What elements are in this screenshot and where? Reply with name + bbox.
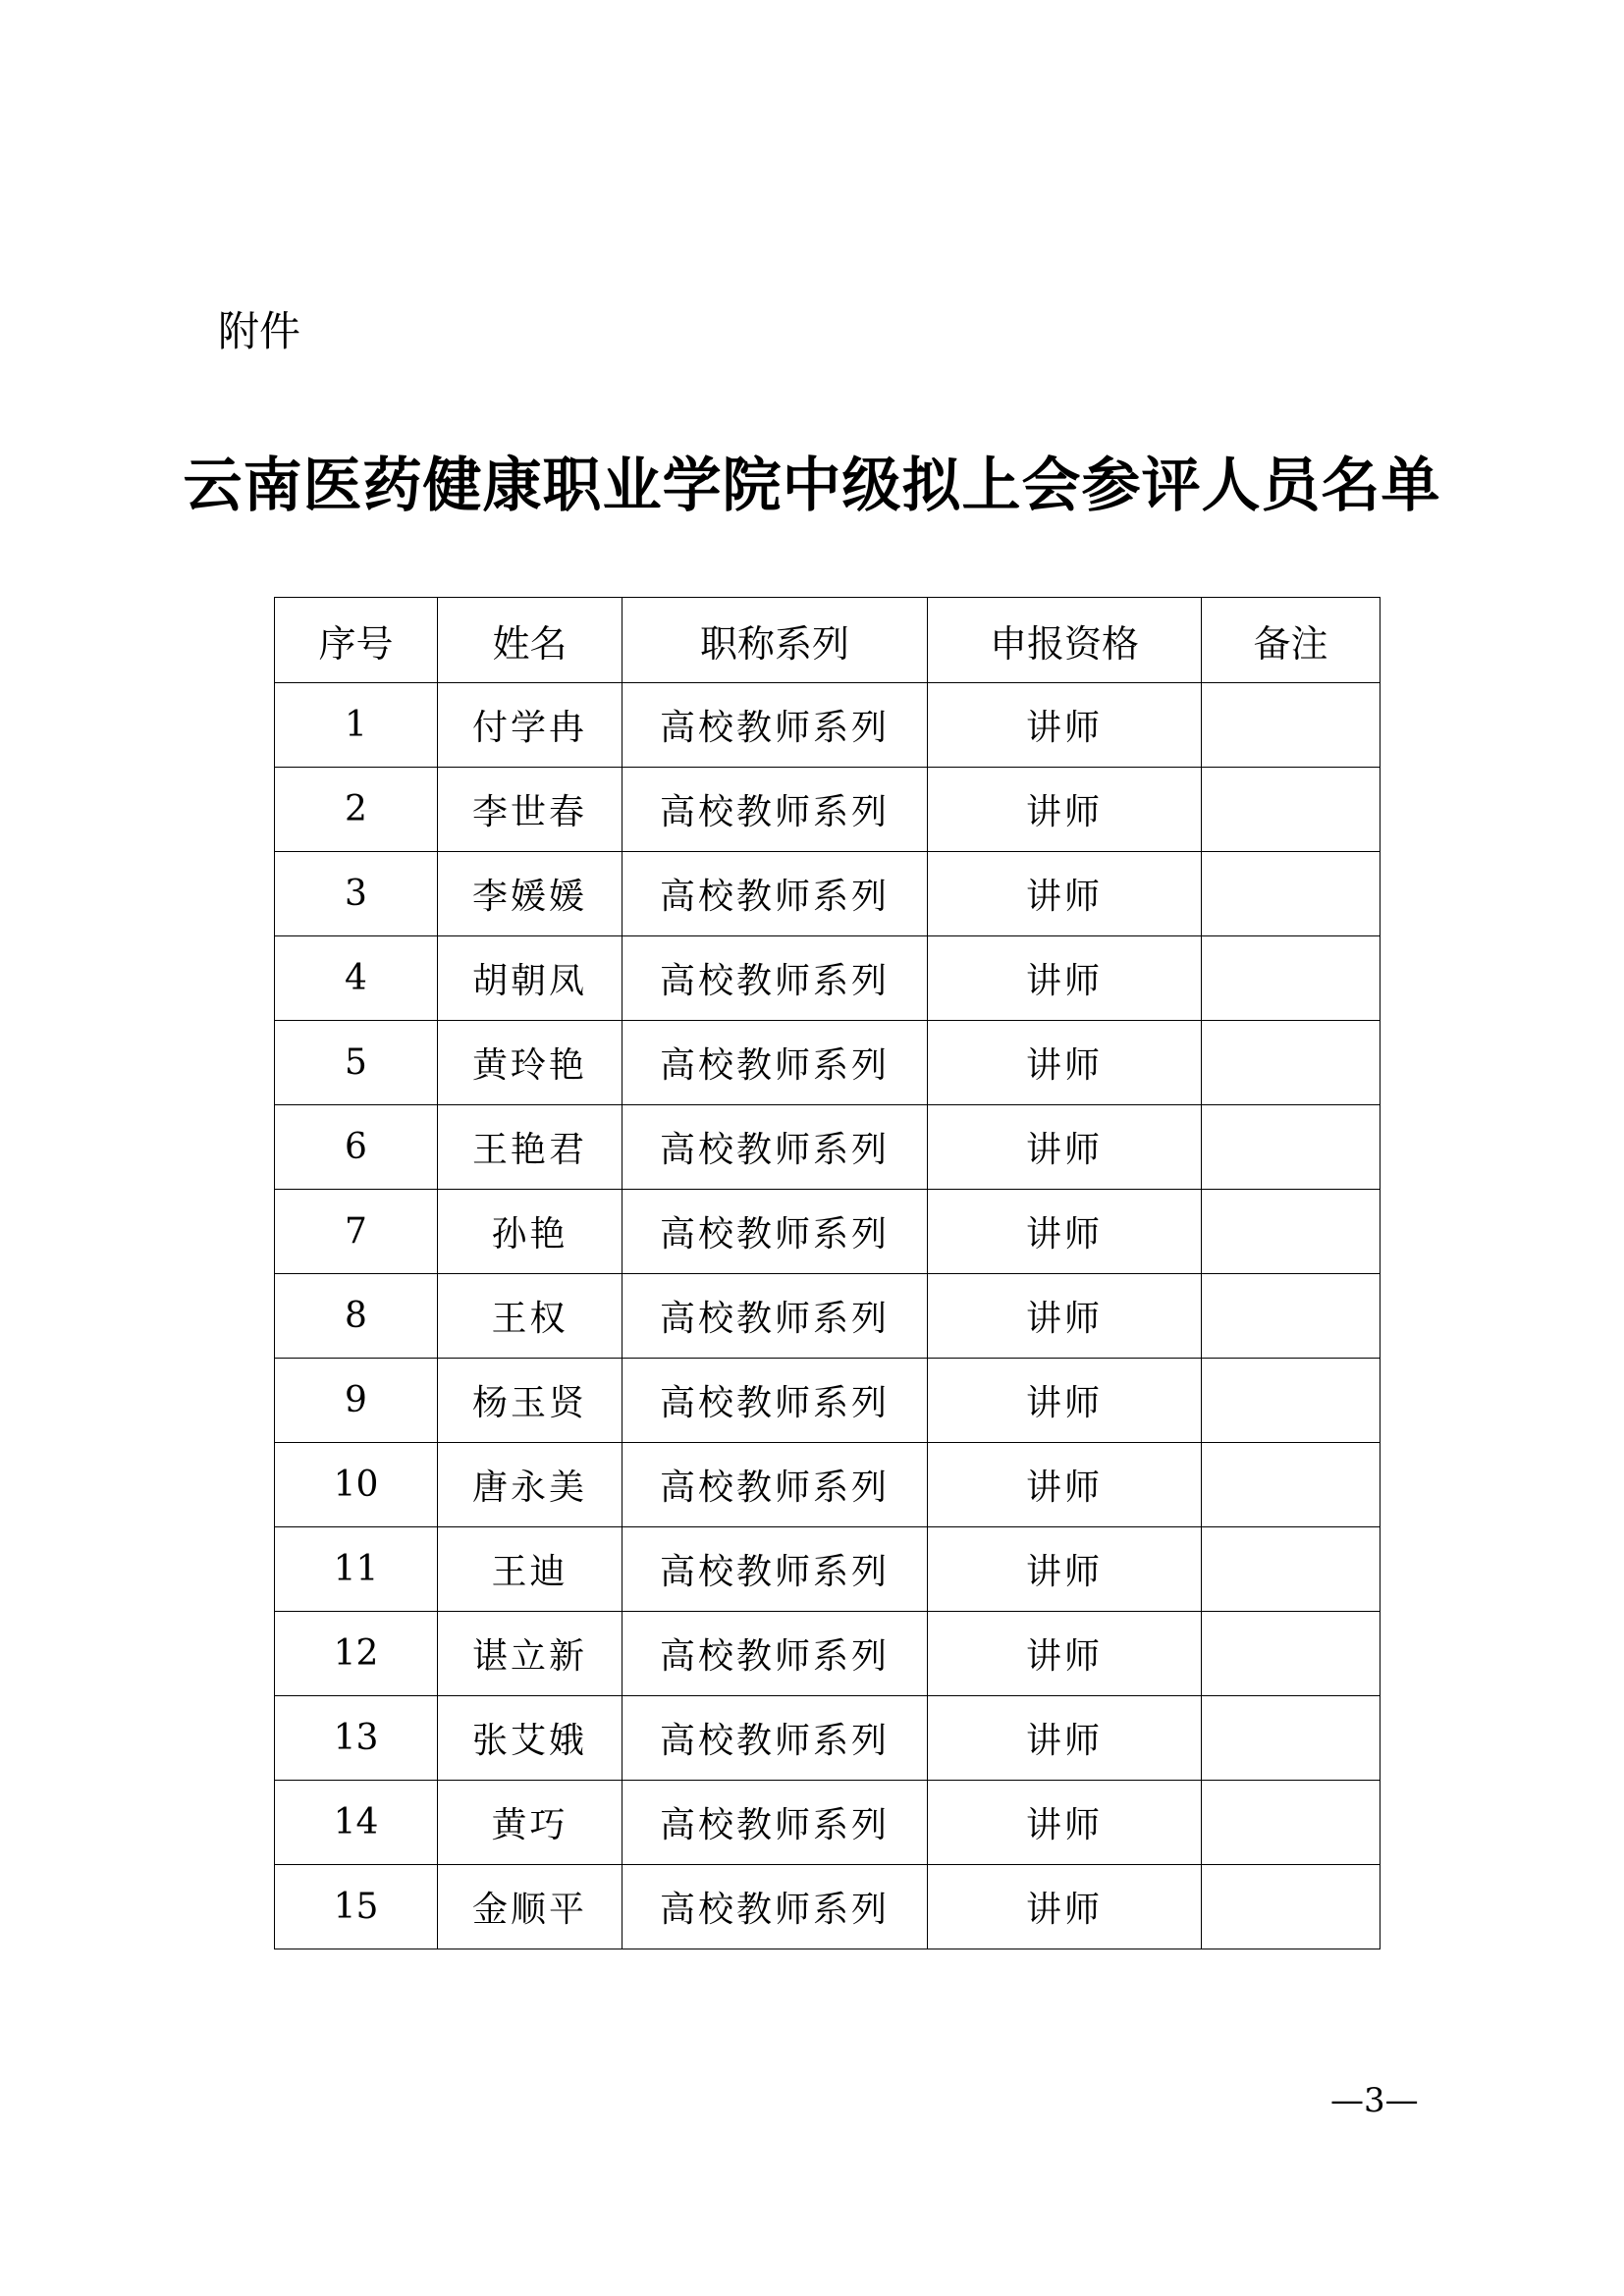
table-row — [275, 1190, 1380, 1274]
cell-remark — [1202, 1781, 1380, 1865]
cell-qualification: 讲师 — [928, 1359, 1202, 1443]
cell-title-series: 高校教师系列 — [623, 1021, 928, 1105]
cell-name: 黄巧 — [438, 1781, 623, 1865]
header-remark: 备注 — [1202, 598, 1380, 683]
table-row — [275, 1021, 1380, 1105]
cell-name: 王艳君 — [438, 1105, 623, 1190]
cell-remark — [1202, 1865, 1380, 1949]
table-row — [275, 1781, 1380, 1865]
table-row — [275, 1612, 1380, 1696]
cell-remark — [1202, 1612, 1380, 1696]
table-row — [275, 1527, 1380, 1612]
header-title-series: 职称系列 — [623, 598, 928, 683]
cell-name: 谌立新 — [438, 1612, 623, 1696]
cell-remark — [1202, 1190, 1380, 1274]
cell-qualification: 讲师 — [928, 1781, 1202, 1865]
cell-title-series: 高校教师系列 — [623, 768, 928, 852]
cell-serial-number: 4 — [275, 936, 438, 1021]
candidate-table — [274, 597, 1380, 1949]
cell-serial-number: 8 — [275, 1274, 438, 1359]
cell-remark — [1202, 1274, 1380, 1359]
cell-name: 王权 — [438, 1274, 623, 1359]
table-row — [275, 1274, 1380, 1359]
table-row — [275, 1105, 1380, 1190]
table-row — [275, 768, 1380, 852]
cell-serial-number: 9 — [275, 1359, 438, 1443]
cell-name: 唐永美 — [438, 1443, 623, 1527]
cell-serial-number: 1 — [275, 683, 438, 768]
cell-title-series: 高校教师系列 — [623, 936, 928, 1021]
cell-name: 付学冉 — [438, 683, 623, 768]
page-number: —3— — [1330, 2081, 1419, 2120]
cell-name: 黄玲艳 — [438, 1021, 623, 1105]
table-header-row — [275, 598, 1380, 683]
cell-serial-number: 15 — [275, 1865, 438, 1949]
cell-remark — [1202, 852, 1380, 936]
cell-qualification: 讲师 — [928, 1105, 1202, 1190]
cell-remark — [1202, 683, 1380, 768]
cell-remark — [1202, 1527, 1380, 1612]
cell-title-series: 高校教师系列 — [623, 1612, 928, 1696]
cell-remark — [1202, 1021, 1380, 1105]
cell-remark — [1202, 936, 1380, 1021]
cell-remark — [1202, 1696, 1380, 1781]
cell-name: 李世春 — [438, 768, 623, 852]
cell-qualification: 讲师 — [928, 1443, 1202, 1527]
cell-title-series: 高校教师系列 — [623, 1105, 928, 1190]
cell-title-series: 高校教师系列 — [623, 1443, 928, 1527]
cell-name: 金顺平 — [438, 1865, 623, 1949]
table-row — [275, 683, 1380, 768]
table-row — [275, 1443, 1380, 1527]
cell-serial-number: 3 — [275, 852, 438, 936]
cell-serial-number: 11 — [275, 1527, 438, 1612]
cell-qualification: 讲师 — [928, 768, 1202, 852]
cell-remark — [1202, 1105, 1380, 1190]
cell-title-series: 高校教师系列 — [623, 1865, 928, 1949]
table-row — [275, 1865, 1380, 1949]
cell-qualification: 讲师 — [928, 1696, 1202, 1781]
cell-qualification: 讲师 — [928, 936, 1202, 1021]
cell-qualification: 讲师 — [928, 1274, 1202, 1359]
cell-serial-number: 12 — [275, 1612, 438, 1696]
cell-serial-number: 2 — [275, 768, 438, 852]
cell-qualification: 讲师 — [928, 1865, 1202, 1949]
cell-serial-number: 6 — [275, 1105, 438, 1190]
cell-title-series: 高校教师系列 — [623, 1274, 928, 1359]
cell-title-series: 高校教师系列 — [623, 1696, 928, 1781]
cell-serial-number: 10 — [275, 1443, 438, 1527]
attachment-label: 附件 — [218, 307, 301, 355]
cell-name: 孙艳 — [438, 1190, 623, 1274]
cell-name: 张艾娥 — [438, 1696, 623, 1781]
cell-title-series: 高校教师系列 — [623, 852, 928, 936]
cell-serial-number: 14 — [275, 1781, 438, 1865]
cell-remark — [1202, 768, 1380, 852]
document-title: 云南医药健康职业学院中级拟上会参评人员名单 — [183, 452, 1441, 520]
cell-serial-number: 7 — [275, 1190, 438, 1274]
table-row — [275, 1696, 1380, 1781]
cell-remark — [1202, 1443, 1380, 1527]
cell-qualification: 讲师 — [928, 1612, 1202, 1696]
cell-title-series: 高校教师系列 — [623, 1781, 928, 1865]
header-qualification: 申报资格 — [928, 598, 1202, 683]
cell-name: 李媛媛 — [438, 852, 623, 936]
cell-remark — [1202, 1359, 1380, 1443]
cell-name: 王迪 — [438, 1527, 623, 1612]
table-row — [275, 852, 1380, 936]
cell-serial-number: 13 — [275, 1696, 438, 1781]
cell-serial-number: 5 — [275, 1021, 438, 1105]
cell-title-series: 高校教师系列 — [623, 1527, 928, 1612]
cell-title-series: 高校教师系列 — [623, 1359, 928, 1443]
cell-qualification: 讲师 — [928, 1021, 1202, 1105]
cell-qualification: 讲师 — [928, 1527, 1202, 1612]
cell-name: 杨玉贤 — [438, 1359, 623, 1443]
cell-qualification: 讲师 — [928, 852, 1202, 936]
table-row — [275, 1359, 1380, 1443]
table-row — [275, 936, 1380, 1021]
header-serial-number: 序号 — [275, 598, 438, 683]
cell-title-series: 高校教师系列 — [623, 683, 928, 768]
cell-qualification: 讲师 — [928, 1190, 1202, 1274]
cell-qualification: 讲师 — [928, 683, 1202, 768]
header-name: 姓名 — [438, 598, 623, 683]
cell-name: 胡朝凤 — [438, 936, 623, 1021]
cell-title-series: 高校教师系列 — [623, 1190, 928, 1274]
